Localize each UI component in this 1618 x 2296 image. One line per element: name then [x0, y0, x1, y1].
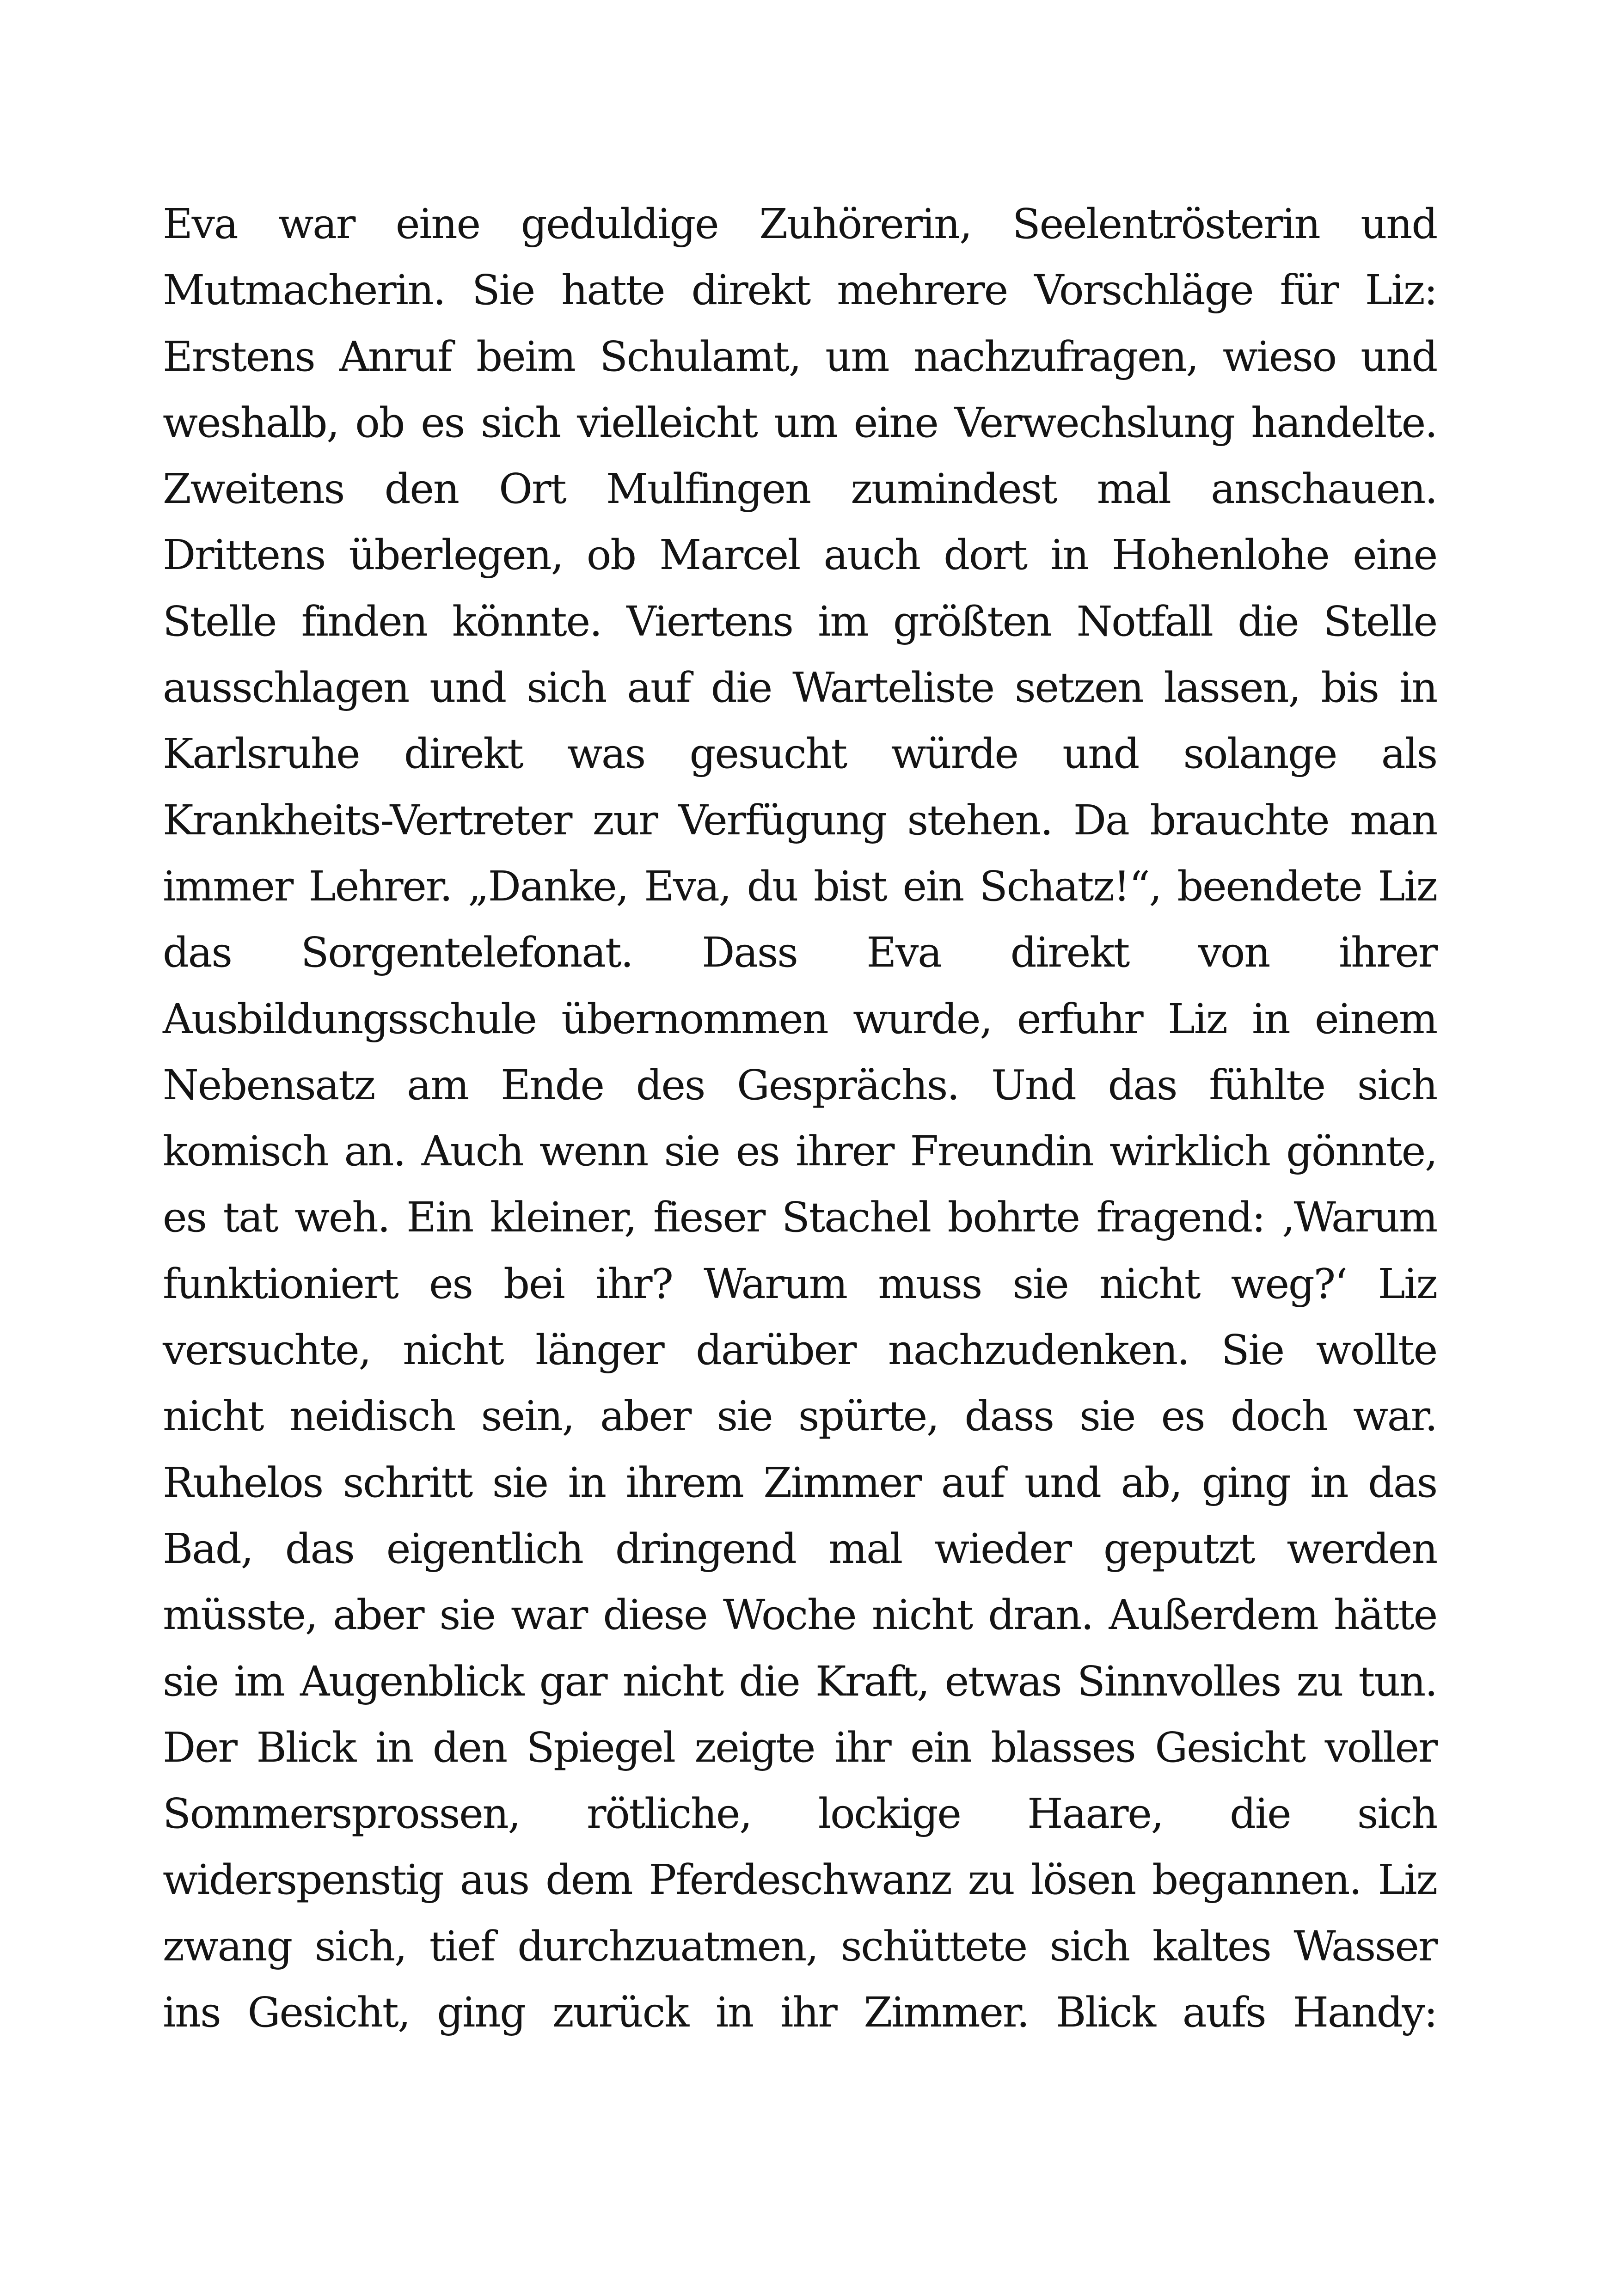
text-line: Ruhelos schritt sie in ihrem Zimmer auf und ab, ging in das	[163, 1458, 1437, 1506]
text-line: Erstens Anruf beim Schulamt, um nachzufragen, wieso und	[163, 332, 1437, 380]
text-line: Nebensatz am Ende des Gesprächs. Und das fühlte sich	[163, 1060, 1437, 1109]
text-line: das Sorgentelefonat. Dass Eva direkt von ihrer	[163, 928, 1437, 977]
text-line: Bad, das eigentlich dringend mal wieder geputzt werden	[163, 1524, 1437, 1573]
text-line: Krankheits-Vertreter zur Verfügung stehen. Da brauchte man	[163, 796, 1437, 844]
text-line: Mutmacherin. Sie hatte direkt mehrere Vorschläge für Liz:	[163, 266, 1437, 314]
text-line: sie im Augenblick gar nicht die Kraft, etwas Sinnvolles zu tun.	[163, 1657, 1437, 1705]
body-text	[163, 191, 1437, 2045]
text-line: es tat weh. Ein kleiner, fieser Stachel bohrte fragend: ‚Warum	[163, 1193, 1437, 1242]
text-line: Der Blick in den Spiegel zeigte ihr ein blasses Gesicht voller	[163, 1723, 1437, 1771]
text-line: müsste, aber sie war diese Woche nicht dran. Außerdem hätte	[163, 1591, 1437, 1639]
text-line: zwang sich, tief durchzuatmen, schüttete sich kaltes Wasser	[163, 1922, 1437, 1970]
text-line: Ausbildungsschule übernommen wurde, erfuhr Liz in einem	[163, 994, 1437, 1043]
text-line: widerspenstig aus dem Pferdeschwanz zu lösen begannen. Liz	[163, 1855, 1437, 1904]
text-line: Eva war eine geduldige Zuhörerin, Seelentrösterin und	[163, 200, 1437, 248]
text-line: Zweitens den Ort Mulfingen zumindest mal anschauen.	[163, 465, 1437, 513]
text-line: Sommersprossen, rötliche, lockige Haare, die sich	[163, 1789, 1437, 1838]
text-line: immer Lehrer. „Danke, Eva, du bist ein Schatz!“, beendete Liz	[163, 862, 1437, 910]
text-line: Stelle finden könnte. Viertens im größten Notfall die Stelle	[163, 597, 1437, 645]
text-line: versuchte, nicht länger darüber nachzudenken. Sie wollte	[163, 1326, 1437, 1374]
text-line: nicht neidisch sein, aber sie spürte, dass sie es doch war.	[163, 1392, 1437, 1440]
text-line: ins Gesicht, ging zurück in ihr Zimmer. Blick aufs Handy:	[163, 1988, 1437, 2037]
text-line: Karlsruhe direkt was gesucht würde und solange als	[163, 729, 1437, 778]
text-line: ausschlagen und sich auf die Warteliste setzen lassen, bis in	[163, 663, 1437, 712]
text-line: weshalb, ob es sich vielleicht um eine Verwechslung handelte.	[163, 398, 1437, 447]
text-line: komisch an. Auch wenn sie es ihrer Freundin wirklich gönnte,	[163, 1127, 1437, 1176]
text-line: funktioniert es bei ihr? Warum muss sie nicht weg?‘ Liz	[163, 1259, 1437, 1308]
text-line: Drittens überlegen, ob Marcel auch dort in Hohenlohe eine	[163, 531, 1437, 579]
